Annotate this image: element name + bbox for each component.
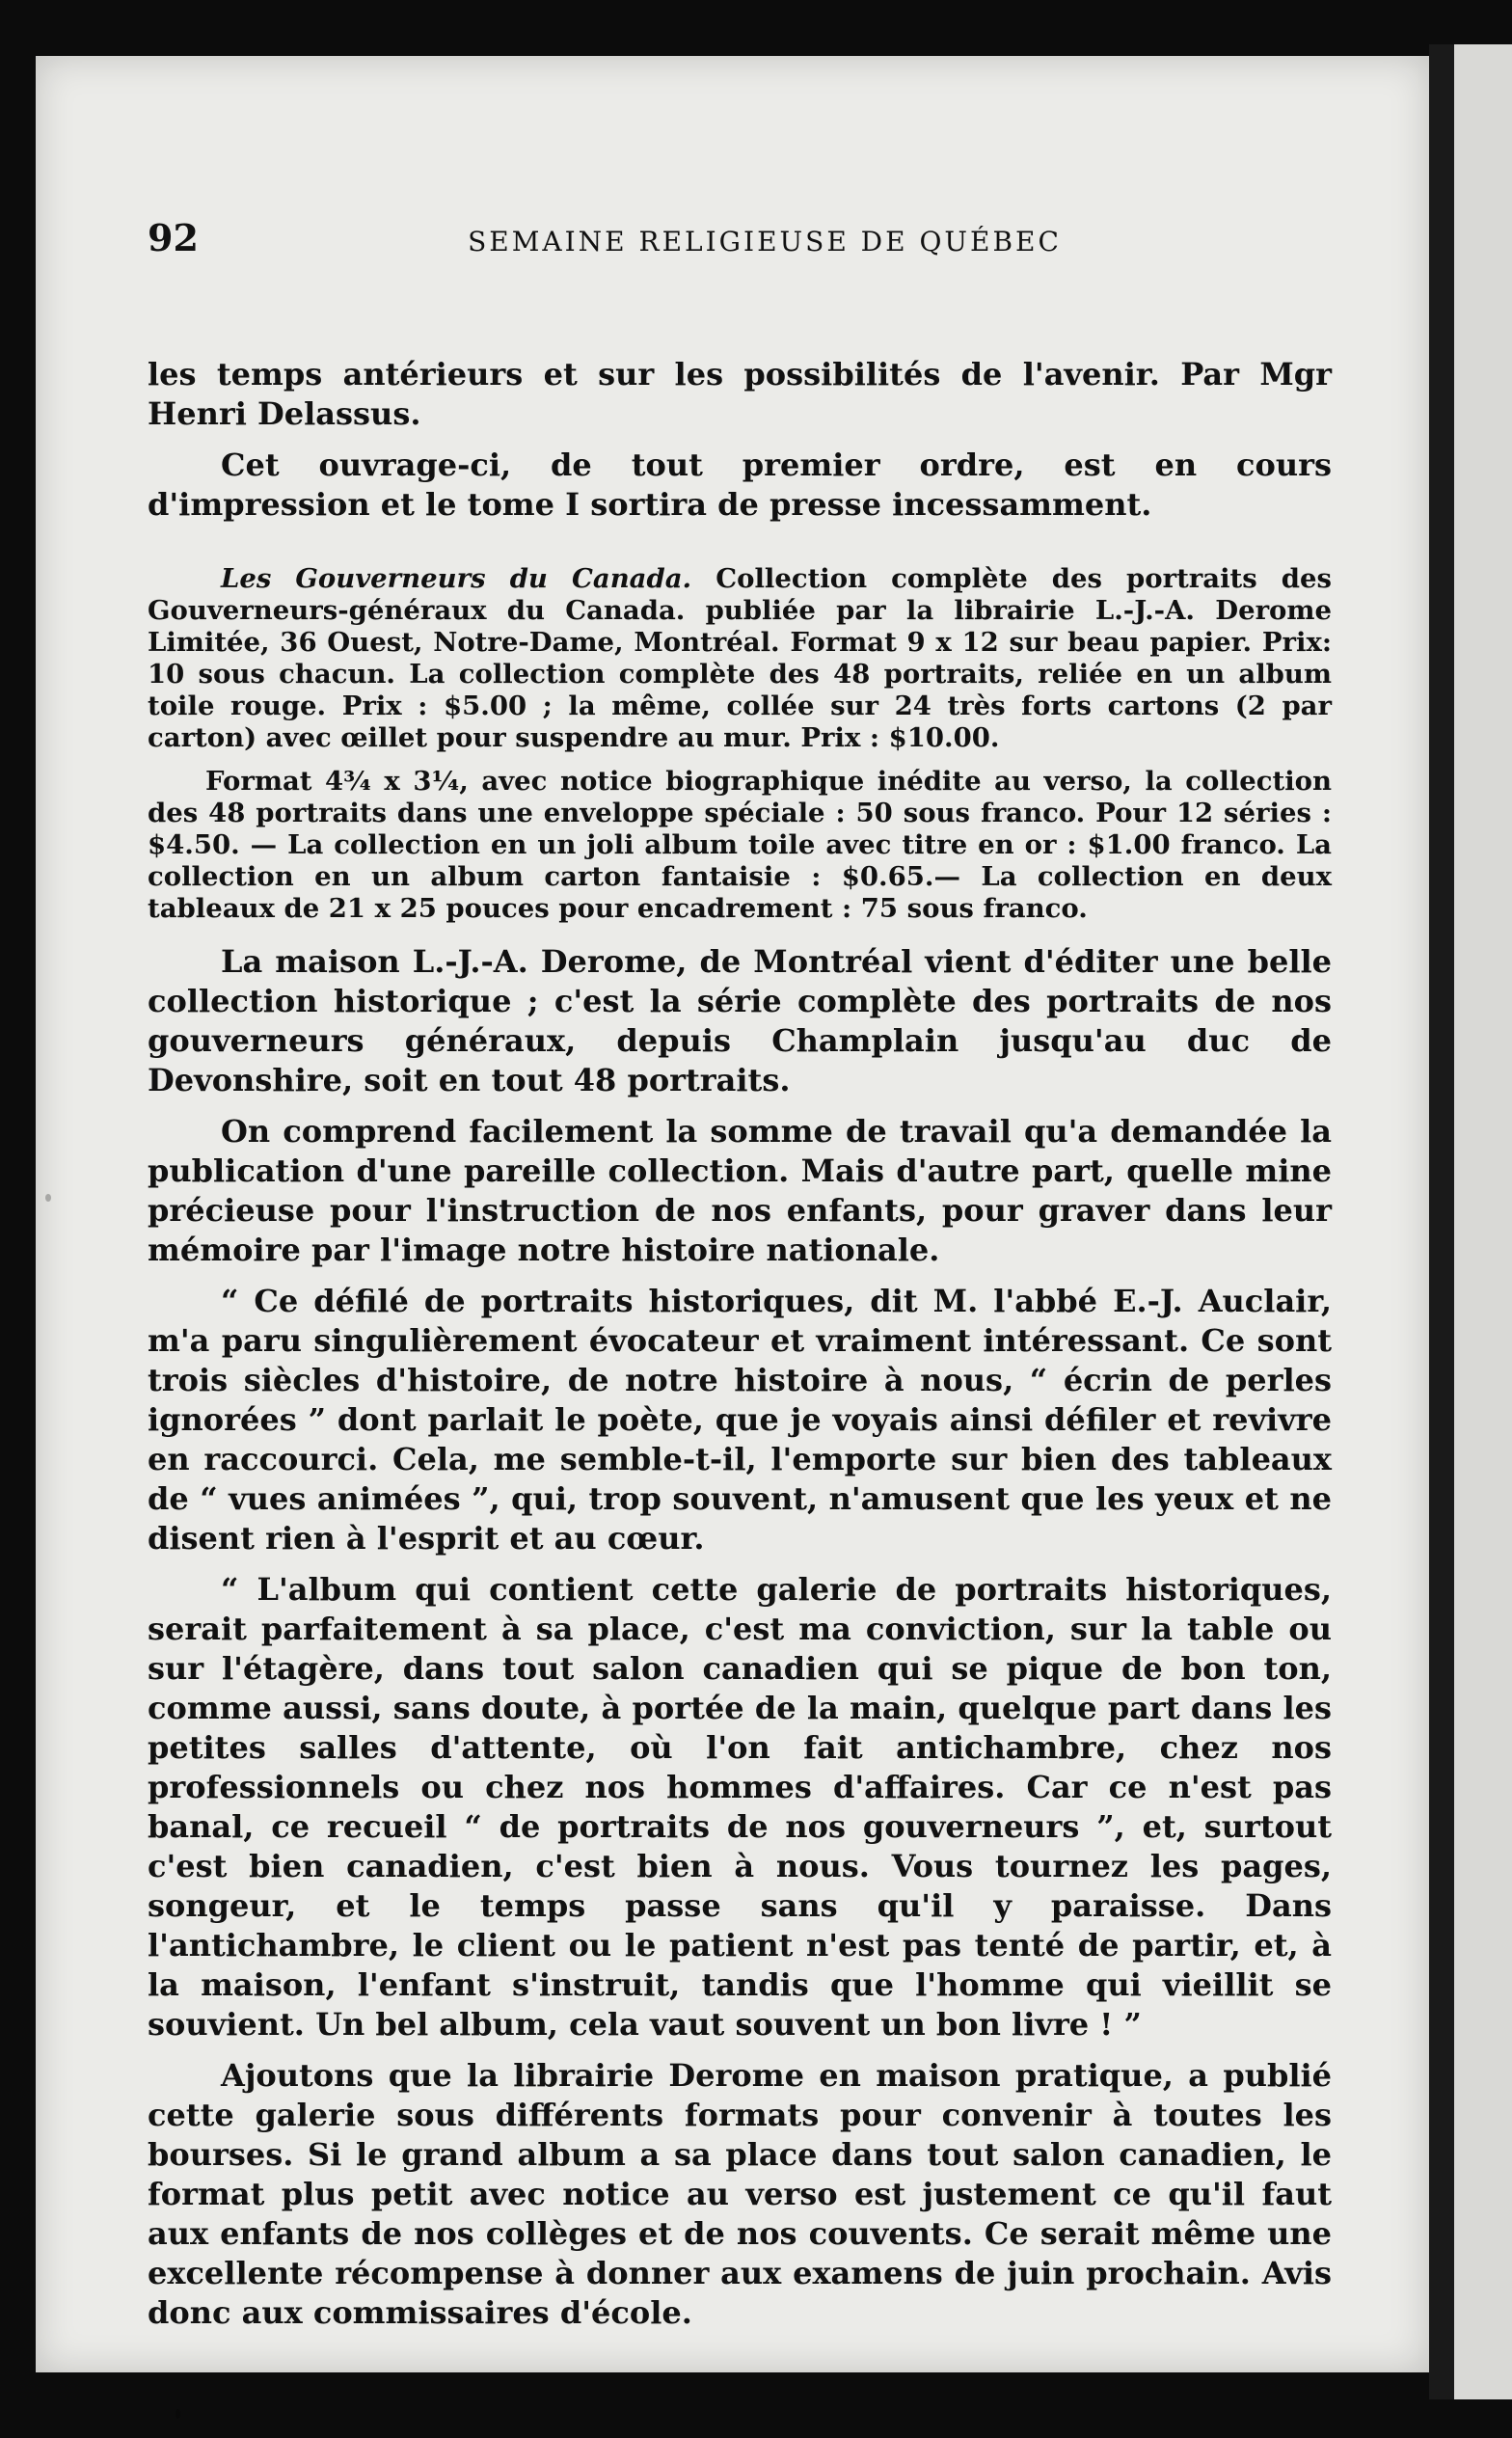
film-edge-divider <box>1429 44 1454 2399</box>
paragraph-6: “ L'album qui contient cette galerie de portraits historiques, serait parfaitement à sa place, c'est ma conviction, sur la table ou sur l'étagère, dans tout salon canadien qui se pique de bon ton, comme aussi, sans doute, à portée de la main, quelque part dans les petites salles d'attente, où l'on fait antichambre, chez nos professionnels ou chez nos hommes d'affaires. Car ce n'est pas banal, ce recueil “ de portraits de nos gouverneurs ”, et, surtout c'est bien canadien, c'est bien à nous. Vous tournez les pages, songeur, et le temps passe sans qu'il y paraisse. Dans l'antichambre, le client ou le patient n'est pas tenté de partir, et, à la maison, l'enfant s'instruit, tandis que l'homme qui vieillit se souvient. Un bel album, cela vaut souvent un bon livre ! ” <box>148 1571 1332 2043</box>
page-content <box>148 56 1332 2372</box>
scan-speck <box>176 2409 180 2419</box>
notice-body: Collection complète des portraits des Gouverneurs-généraux du Canada. publiée par la librairie L.-J.-A. Derome Limitée, 36 Ouest, Notre-Dame, Montréal. Format 9 x 12 sur beau papier. Prix: 10 sous chacun. La collection complète des 48 portraits, reliée en un album toile rouge. Prix : $5.00 ; la même, collée sur 24 très forts cartons (2 par carton) avec œillet pour suspendre au mur. Prix : $10.00. <box>148 563 1333 753</box>
scan-speck <box>45 1194 51 1202</box>
book-notice-formats: Format 4¾ x 3¼, avec notice biographique inédite au verso, la collection des 48 portraits dans une enveloppe spéciale : 50 sous franco. Pour 12 séries : $4.50. — La collection en un joli album toile avec titre en or : $1.00 franco. La collection en un album carton fantaisie : $0.65.— La collection en deux tableaux de 21 x 25 pouces pour encadrement : 75 sous franco. <box>148 766 1332 924</box>
page-header <box>148 216 1332 264</box>
book-notice <box>148 563 1332 754</box>
running-head: SEMAINE RELIGIEUSE DE QUÉBEC <box>468 226 1062 257</box>
adjacent-page-strip <box>1454 44 1512 2399</box>
paragraph-3: La maison L.-J.-A. Derome, de Montréal vient d'éditer une belle collection historique ; c'est la série complète des portraits de nos gouverneurs généraux, depuis Champlain jusqu'au duc de Devonshire, soit en tout 48 portraits. <box>148 943 1332 1098</box>
scanned-page <box>36 56 1429 2372</box>
paragraph-5: “ Ce défilé de portraits historiques, dit M. l'abbé E.-J. Auclair, m'a paru singulièrement évocateur et vraiment intéressant. Ce sont trois siècles d'histoire, de notre histoire à nous, “ écrin de perles ignorées ” dont parlait le poète, que je voyais ainsi défiler et revivre en raccourci. Cela, me semble-t-il, l'emporte sur bien des tableaux de “ vues animées ”, qui, trop souvent, n'amusent que les yeux et ne disent rien à l'esprit et au cœur. <box>148 1283 1332 1557</box>
paragraph-7: Ajoutons que la librairie Derome en maison pratique, a publié cette galerie sous différents formats pour convenir à toutes les bourses. Si le grand album a sa place dans tout salon canadien, le format plus petit avec notice au verso est justement ce qu'il faut aux enfants de nos collèges et de nos couvents. Ce serait même une excellente récompense à donner aux examens de juin prochain. Avis donc aux commissaires d'école. <box>148 2057 1332 2331</box>
notice-title: Les Gouverneurs du Canada. <box>221 563 692 594</box>
page-number: 92 <box>148 216 199 259</box>
page-body <box>148 355 1332 2333</box>
paragraph-1: les temps antérieurs et sur les possibilités de l'avenir. Par Mgr Henri Delassus. <box>148 356 1332 432</box>
paragraph-4: On comprend facilement la somme de travail qu'a demandée la publication d'une pareille collection. Mais d'autre part, quelle mine précieuse pour l'instruction de nos enfants, pour graver dans leur mémoire par l'image notre histoire nationale. <box>148 1113 1332 1268</box>
paragraph-2: Cet ouvrage-ci, de tout premier ordre, est en cours d'impression et le tome I sortira de presse incessamment. <box>148 447 1332 523</box>
